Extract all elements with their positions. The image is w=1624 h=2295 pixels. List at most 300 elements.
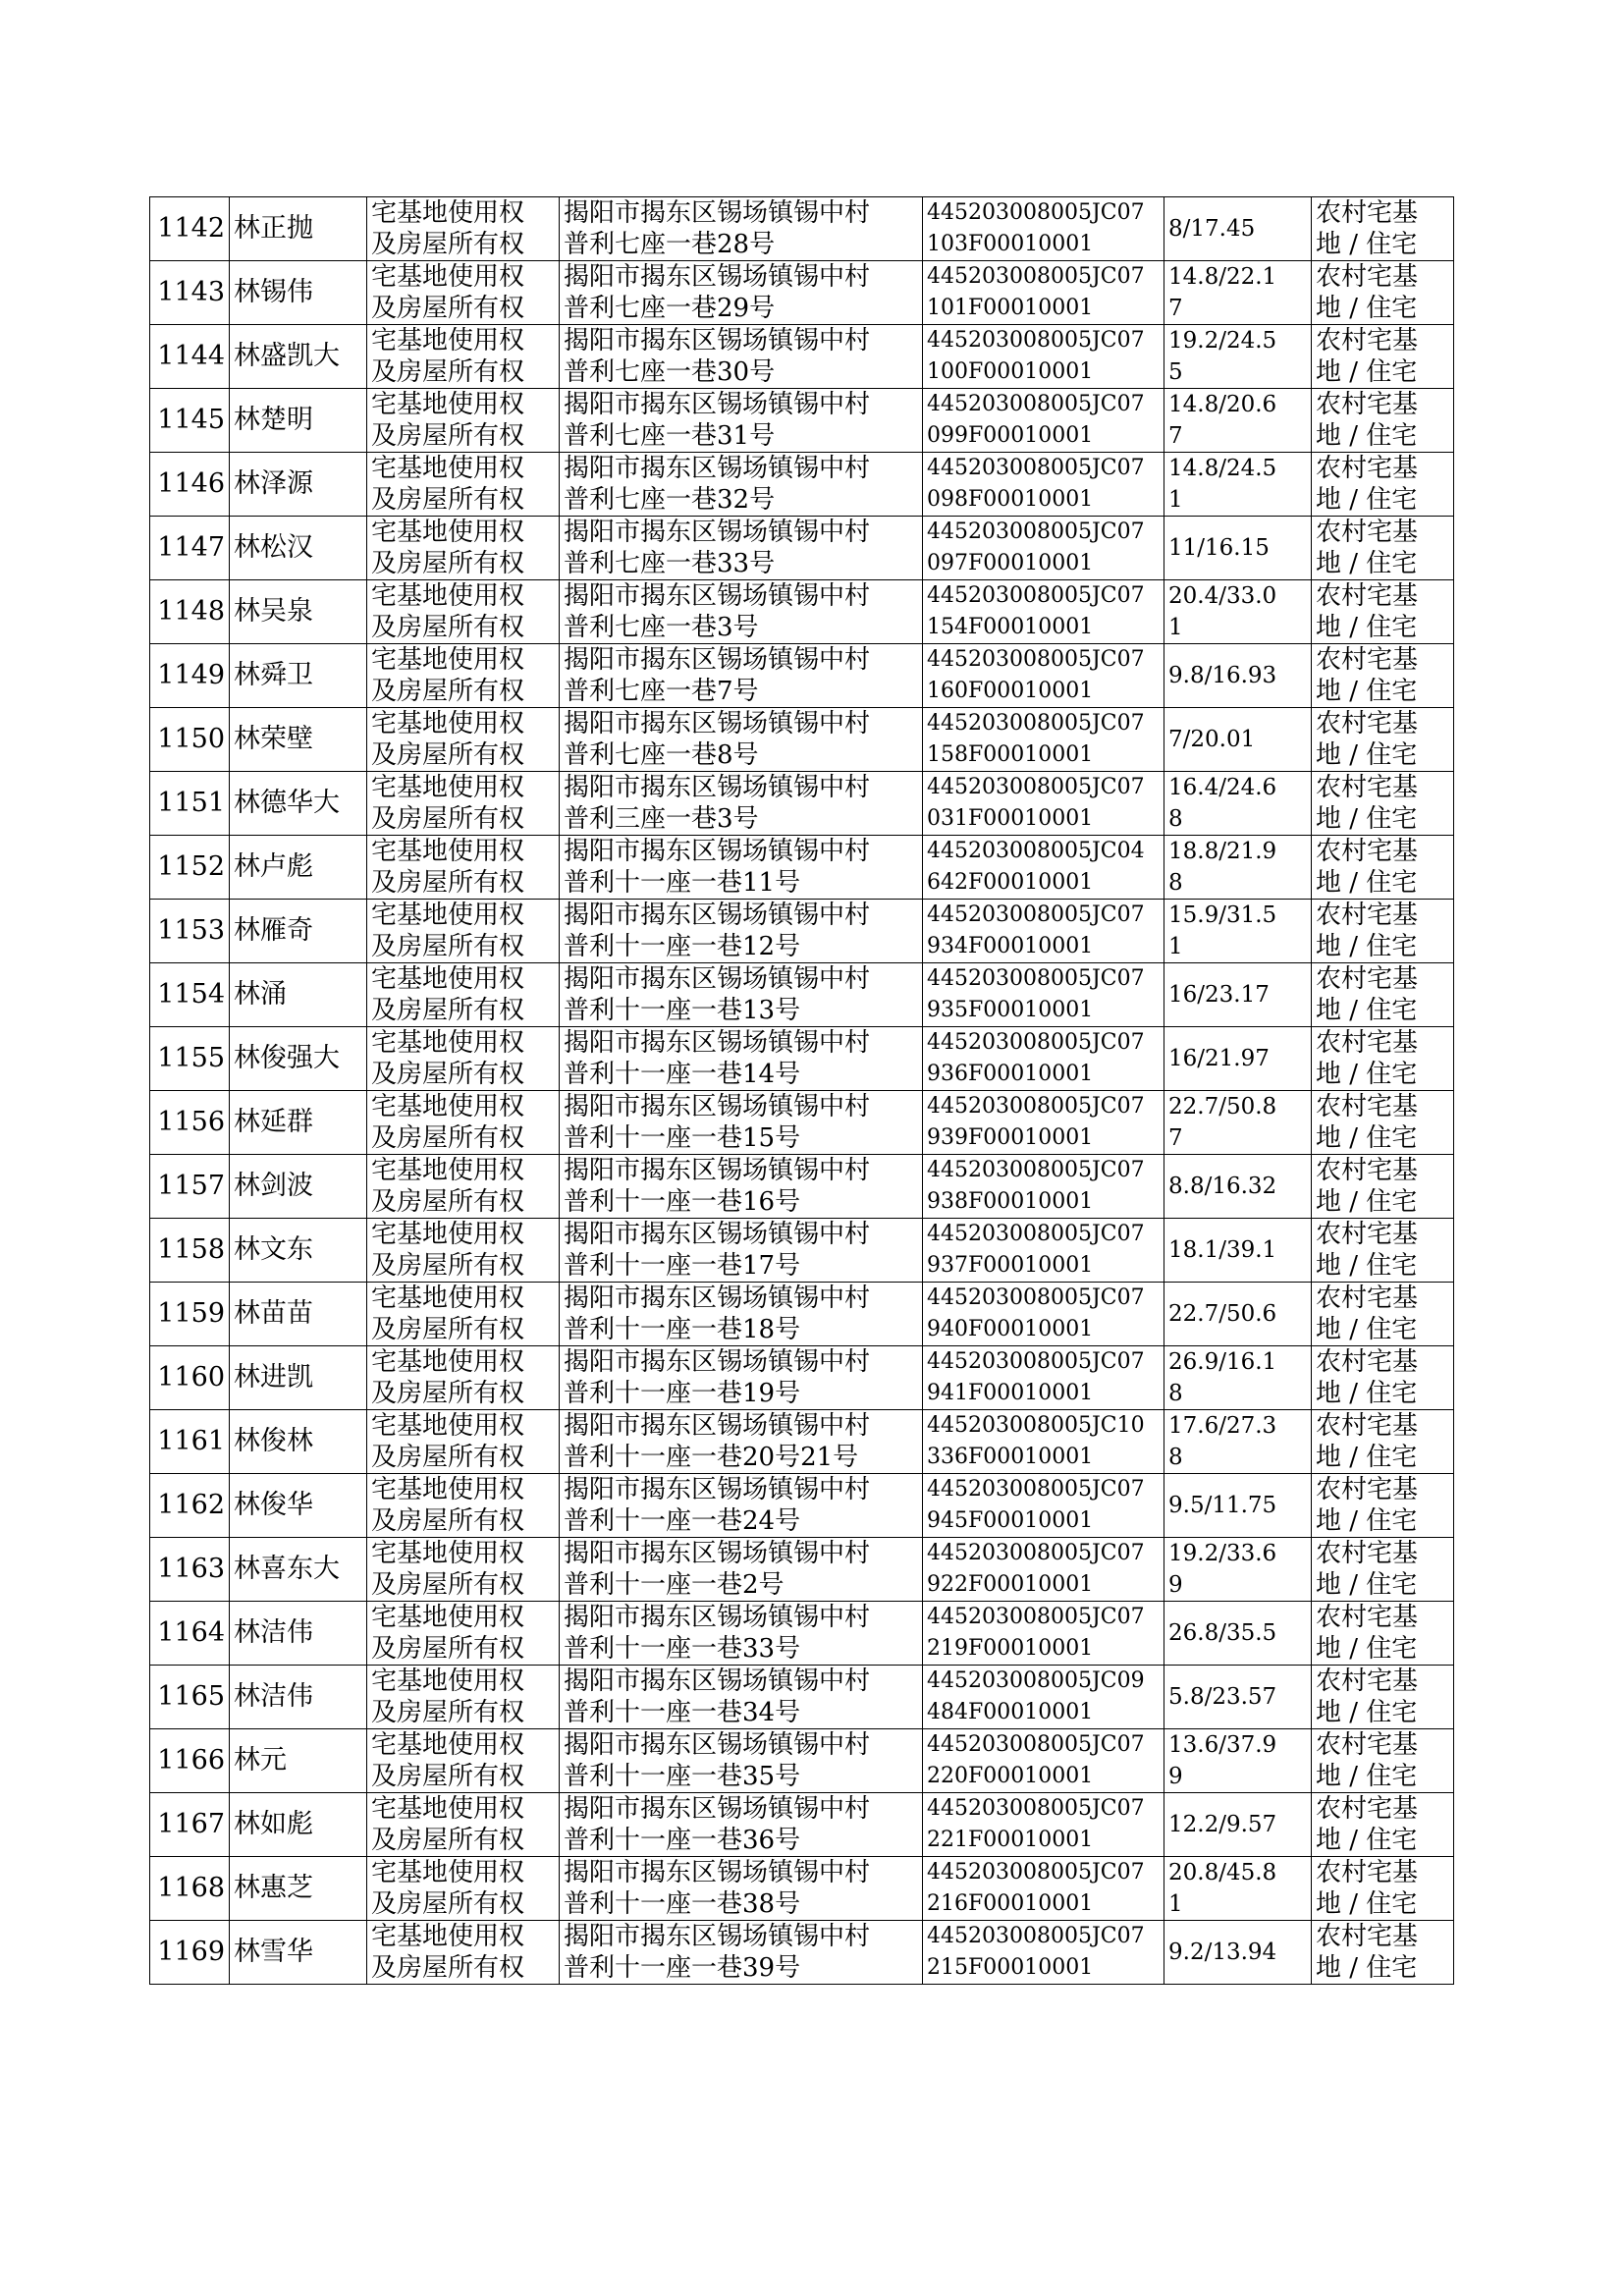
cell-area <box>1164 261 1312 325</box>
cell-area <box>1164 1091 1312 1155</box>
cell-land-use-line: 农村宅基 <box>1316 1794 1419 1824</box>
cell-area <box>1164 1602 1312 1666</box>
cell-address <box>560 325 923 389</box>
table-row <box>150 1283 1454 1346</box>
cell-unit-code-line: 101F00010001 <box>927 296 1094 320</box>
cell-unit-code-line: 445203008005JC07 <box>927 1477 1145 1502</box>
cell-land-use <box>1312 580 1454 644</box>
cell-land-use-line: 农村宅基 <box>1316 1411 1419 1441</box>
cell-right-type <box>367 1729 560 1793</box>
cell-address-line: 普利十一座一巷14号 <box>564 1060 801 1089</box>
cell-address-line: 普利十一座一巷36号 <box>564 1826 801 1855</box>
cell-owner-name: 林进凯 <box>230 1346 367 1410</box>
cell-right-type <box>367 1602 560 1666</box>
cell-right-type-line: 及房屋所有权 <box>371 421 525 451</box>
cell-owner-name: 林盛凯大 <box>230 325 367 389</box>
cell-land-use <box>1312 1283 1454 1346</box>
cell-right-type-line: 及房屋所有权 <box>371 1315 525 1344</box>
cell-owner-name: 林俊林 <box>230 1410 367 1474</box>
cell-land-use-line: 地 / 住宅 <box>1316 421 1418 451</box>
cell-right-type-line: 及房屋所有权 <box>371 1634 525 1664</box>
cell-area-line: 17.6/27.3 <box>1168 1413 1277 1439</box>
cell-land-use-line: 农村宅基 <box>1316 454 1419 483</box>
table-body <box>150 197 1454 1985</box>
cell-address-line: 普利七座一巷30号 <box>564 357 776 387</box>
cell-right-type-line: 宅基地使用权 <box>371 1156 525 1185</box>
cell-right-type <box>367 644 560 708</box>
cell-right-type-line: 及房屋所有权 <box>371 1762 525 1791</box>
cell-right-type-line: 及房屋所有权 <box>371 1379 525 1408</box>
cell-area-line: 16/23.17 <box>1168 982 1270 1008</box>
cell-area-line: 1 <box>1168 615 1183 640</box>
cell-land-use-line: 地 / 住宅 <box>1316 1315 1418 1344</box>
cell-land-use-line: 地 / 住宅 <box>1316 996 1418 1025</box>
cell-area-line: 14.8/24.5 <box>1168 456 1277 481</box>
cell-unit-code-line: 935F00010001 <box>927 998 1094 1022</box>
cell-unit-code-line: 445203008005JC07 <box>927 1285 1145 1310</box>
cell-number: 1147 <box>150 517 230 580</box>
cell-area <box>1164 708 1312 772</box>
cell-unit-code <box>923 1474 1164 1538</box>
cell-address-line: 揭阳市揭东区锡场镇锡中村 <box>564 1539 871 1568</box>
table-row <box>150 1474 1454 1538</box>
cell-land-use <box>1312 1219 1454 1283</box>
cell-address-line: 普利七座一巷32号 <box>564 485 776 515</box>
cell-area-line: 8 <box>1168 806 1183 832</box>
table-row <box>150 1666 1454 1729</box>
cell-unit-code <box>923 708 1164 772</box>
cell-address-line: 揭阳市揭东区锡场镇锡中村 <box>564 1028 871 1058</box>
cell-area <box>1164 900 1312 963</box>
cell-land-use-line: 农村宅基 <box>1316 964 1419 994</box>
cell-area-line: 8 <box>1168 1445 1183 1470</box>
cell-right-type-line: 及房屋所有权 <box>371 1698 525 1727</box>
cell-area <box>1164 1538 1312 1602</box>
cell-land-use-line: 农村宅基 <box>1316 1858 1419 1887</box>
cell-area-line: 19.2/24.5 <box>1168 328 1277 354</box>
cell-area <box>1164 325 1312 389</box>
cell-number: 1158 <box>150 1219 230 1283</box>
cell-land-use-line: 地 / 住宅 <box>1316 1762 1418 1791</box>
cell-land-use <box>1312 963 1454 1027</box>
cell-area-line: 15.9/31.5 <box>1168 902 1277 928</box>
cell-unit-code-line: 445203008005JC07 <box>927 1158 1145 1182</box>
cell-right-type <box>367 900 560 963</box>
cell-right-type-line: 宅基地使用权 <box>371 1411 525 1441</box>
cell-unit-code <box>923 517 1164 580</box>
cell-land-use-line: 地 / 住宅 <box>1316 230 1418 259</box>
cell-land-use <box>1312 1602 1454 1666</box>
cell-unit-code <box>923 197 1164 261</box>
cell-owner-name: 林如彪 <box>230 1793 367 1857</box>
cell-number: 1166 <box>150 1729 230 1793</box>
cell-address-line: 揭阳市揭东区锡场镇锡中村 <box>564 901 871 930</box>
cell-area-line: 18.8/21.9 <box>1168 839 1277 864</box>
cell-right-type <box>367 1410 560 1474</box>
cell-owner-name: 林雁奇 <box>230 900 367 963</box>
table-row <box>150 1857 1454 1921</box>
cell-land-use-line: 地 / 住宅 <box>1316 1060 1418 1089</box>
cell-land-use-line: 农村宅基 <box>1316 773 1419 802</box>
cell-unit-code-line: 220F00010001 <box>927 1764 1094 1788</box>
cell-unit-code-line: 941F00010001 <box>927 1381 1094 1405</box>
cell-address-line: 揭阳市揭东区锡场镇锡中村 <box>564 837 871 866</box>
cell-owner-name: 林苗苗 <box>230 1283 367 1346</box>
table-row <box>150 1219 1454 1283</box>
cell-address-line: 普利七座一巷8号 <box>564 740 759 770</box>
cell-right-type-line: 及房屋所有权 <box>371 1251 525 1281</box>
cell-area-line: 5 <box>1168 359 1183 385</box>
table-row <box>150 900 1454 963</box>
cell-address <box>560 644 923 708</box>
cell-land-use-line: 农村宅基 <box>1316 1539 1419 1568</box>
cell-right-type-line: 及房屋所有权 <box>371 1060 525 1089</box>
cell-address <box>560 1793 923 1857</box>
cell-unit-code <box>923 1219 1164 1283</box>
cell-land-use <box>1312 836 1454 900</box>
cell-unit-code-line: 939F00010001 <box>927 1125 1094 1150</box>
cell-land-use-line: 农村宅基 <box>1316 1092 1419 1121</box>
cell-address-line: 揭阳市揭东区锡场镇锡中村 <box>564 1667 871 1696</box>
cell-address <box>560 1538 923 1602</box>
cell-land-use <box>1312 1474 1454 1538</box>
cell-address <box>560 197 923 261</box>
cell-unit-code <box>923 1091 1164 1155</box>
cell-number: 1168 <box>150 1857 230 1921</box>
cell-address-line: 揭阳市揭东区锡场镇锡中村 <box>564 1794 871 1824</box>
cell-right-type-line: 宅基地使用权 <box>371 1667 525 1696</box>
cell-land-use-line: 农村宅基 <box>1316 1475 1419 1504</box>
cell-right-type <box>367 836 560 900</box>
cell-address <box>560 1729 923 1793</box>
cell-area <box>1164 1410 1312 1474</box>
cell-unit-code-line: 938F00010001 <box>927 1189 1094 1214</box>
cell-right-type-line: 及房屋所有权 <box>371 357 525 387</box>
cell-unit-code-line: 445203008005JC07 <box>927 264 1145 289</box>
cell-land-use-line: 地 / 住宅 <box>1316 1826 1418 1855</box>
cell-area-line: 9.8/16.93 <box>1168 663 1277 688</box>
cell-land-use-line: 农村宅基 <box>1316 901 1419 930</box>
cell-unit-code <box>923 1283 1164 1346</box>
cell-address-line: 揭阳市揭东区锡场镇锡中村 <box>564 645 871 675</box>
cell-address-line: 普利十一座一巷24号 <box>564 1506 801 1536</box>
cell-owner-name: 林剑波 <box>230 1155 367 1219</box>
cell-unit-code-line: 445203008005JC07 <box>927 711 1145 736</box>
cell-number: 1149 <box>150 644 230 708</box>
cell-address <box>560 453 923 517</box>
cell-area-line: 11/16.15 <box>1168 535 1270 561</box>
cell-address-line: 揭阳市揭东区锡场镇锡中村 <box>564 1411 871 1441</box>
cell-unit-code-line: 922F00010001 <box>927 1572 1094 1597</box>
cell-unit-code-line: 445203008005JC07 <box>927 647 1145 672</box>
table-row <box>150 772 1454 836</box>
cell-land-use-line: 地 / 住宅 <box>1316 1698 1418 1727</box>
cell-address-line: 普利十一座一巷13号 <box>564 996 801 1025</box>
cell-land-use-line: 地 / 住宅 <box>1316 294 1418 323</box>
cell-land-use-line: 农村宅基 <box>1316 837 1419 866</box>
cell-unit-code <box>923 1538 1164 1602</box>
cell-land-use-line: 地 / 住宅 <box>1316 868 1418 898</box>
cell-address-line: 普利七座一巷29号 <box>564 294 776 323</box>
cell-address-line: 普利十一座一巷33号 <box>564 1634 801 1664</box>
cell-right-type <box>367 708 560 772</box>
cell-unit-code-line: 445203008005JC07 <box>927 583 1145 608</box>
cell-right-type <box>367 1857 560 1921</box>
cell-right-type-line: 及房屋所有权 <box>371 1506 525 1536</box>
cell-land-use <box>1312 708 1454 772</box>
cell-right-type-line: 及房屋所有权 <box>371 1953 525 1983</box>
cell-address <box>560 1219 923 1283</box>
cell-right-type-line: 宅基地使用权 <box>371 1347 525 1377</box>
cell-unit-code-line: 445203008005JC04 <box>927 839 1145 863</box>
cell-address-line: 普利三座一巷3号 <box>564 804 759 834</box>
cell-address-line: 揭阳市揭东区锡场镇锡中村 <box>564 1284 871 1313</box>
cell-owner-name: 林延群 <box>230 1091 367 1155</box>
cell-right-type-line: 及房屋所有权 <box>371 230 525 259</box>
cell-land-use-line: 地 / 住宅 <box>1316 1443 1418 1472</box>
cell-unit-code-line: 445203008005JC07 <box>927 1222 1145 1246</box>
cell-right-type-line: 及房屋所有权 <box>371 996 525 1025</box>
cell-area-line: 18.1/39.1 <box>1168 1237 1277 1263</box>
cell-unit-code-line: 445203008005JC07 <box>927 200 1145 225</box>
cell-unit-code-line: 940F00010001 <box>927 1317 1094 1341</box>
cell-unit-code-line: 221F00010001 <box>927 1828 1094 1852</box>
cell-address-line: 普利十一座一巷38号 <box>564 1889 801 1919</box>
cell-owner-name: 林松汉 <box>230 517 367 580</box>
cell-address-line: 揭阳市揭东区锡场镇锡中村 <box>564 1220 871 1249</box>
cell-address-line: 普利七座一巷28号 <box>564 230 776 259</box>
cell-owner-name: 林喜东大 <box>230 1538 367 1602</box>
cell-unit-code-line: 484F00010001 <box>927 1700 1094 1724</box>
cell-land-use-line: 农村宅基 <box>1316 581 1419 611</box>
cell-right-type <box>367 1346 560 1410</box>
cell-owner-name: 林俊华 <box>230 1474 367 1538</box>
cell-address <box>560 836 923 900</box>
cell-number: 1150 <box>150 708 230 772</box>
cell-right-type-line: 宅基地使用权 <box>371 1603 525 1632</box>
cell-right-type-line: 宅基地使用权 <box>371 1539 525 1568</box>
cell-unit-code <box>923 963 1164 1027</box>
cell-unit-code-line: 445203008005JC07 <box>927 775 1145 799</box>
cell-number: 1163 <box>150 1538 230 1602</box>
cell-area-line: 9.5/11.75 <box>1168 1493 1277 1518</box>
cell-owner-name: 林舜卫 <box>230 644 367 708</box>
cell-unit-code <box>923 1602 1164 1666</box>
cell-unit-code-line: 098F00010001 <box>927 487 1094 512</box>
cell-right-type <box>367 772 560 836</box>
cell-unit-code-line: 445203008005JC07 <box>927 1094 1145 1119</box>
cell-land-use <box>1312 197 1454 261</box>
cell-address-line: 普利十一座一巷2号 <box>564 1570 785 1600</box>
cell-right-type <box>367 261 560 325</box>
cell-number: 1154 <box>150 963 230 1027</box>
cell-owner-name: 林德华大 <box>230 772 367 836</box>
registry-table <box>149 196 1454 1985</box>
table-row <box>150 453 1454 517</box>
cell-area-line: 1 <box>1168 487 1183 513</box>
cell-address-line: 普利十一座一巷12号 <box>564 932 801 961</box>
cell-number: 1167 <box>150 1793 230 1857</box>
cell-right-type-line: 及房屋所有权 <box>371 294 525 323</box>
cell-land-use-line: 农村宅基 <box>1316 1603 1419 1632</box>
cell-area-line: 20.4/33.0 <box>1168 583 1277 609</box>
cell-number: 1164 <box>150 1602 230 1666</box>
cell-right-type <box>367 1219 560 1283</box>
cell-unit-code-line: 445203008005JC07 <box>927 966 1145 991</box>
cell-right-type-line: 宅基地使用权 <box>371 390 525 419</box>
cell-land-use <box>1312 1857 1454 1921</box>
cell-unit-code <box>923 1666 1164 1729</box>
table-row <box>150 644 1454 708</box>
cell-address <box>560 1346 923 1410</box>
cell-land-use-line: 农村宅基 <box>1316 709 1419 738</box>
cell-area <box>1164 1474 1312 1538</box>
cell-address-line: 揭阳市揭东区锡场镇锡中村 <box>564 1730 871 1760</box>
cell-right-type-line: 宅基地使用权 <box>371 1284 525 1313</box>
cell-area-line: 14.8/22.1 <box>1168 264 1277 290</box>
cell-unit-code-line: 100F00010001 <box>927 359 1094 384</box>
cell-right-type-line: 宅基地使用权 <box>371 1858 525 1887</box>
cell-land-use <box>1312 1921 1454 1985</box>
cell-land-use-line: 地 / 住宅 <box>1316 932 1418 961</box>
cell-unit-code <box>923 1155 1164 1219</box>
cell-unit-code-line: 937F00010001 <box>927 1253 1094 1278</box>
cell-right-type <box>367 1091 560 1155</box>
cell-number: 1143 <box>150 261 230 325</box>
cell-land-use-line: 农村宅基 <box>1316 326 1419 355</box>
cell-right-type-line: 及房屋所有权 <box>371 1187 525 1217</box>
cell-area-line: 9 <box>1168 1572 1183 1598</box>
cell-right-type <box>367 1283 560 1346</box>
cell-unit-code-line: 445203008005JC07 <box>927 1030 1145 1055</box>
cell-right-type-line: 及房屋所有权 <box>371 868 525 898</box>
cell-owner-name: 林泽源 <box>230 453 367 517</box>
cell-area-line: 7 <box>1168 296 1183 321</box>
cell-land-use-line: 地 / 住宅 <box>1316 1379 1418 1408</box>
table-row <box>150 197 1454 261</box>
cell-unit-code-line: 445203008005JC07 <box>927 1796 1145 1821</box>
cell-unit-code <box>923 325 1164 389</box>
cell-unit-code-line: 099F00010001 <box>927 423 1094 448</box>
cell-right-type <box>367 1155 560 1219</box>
cell-address <box>560 1410 923 1474</box>
cell-unit-code <box>923 772 1164 836</box>
cell-right-type <box>367 1027 560 1091</box>
cell-number: 1155 <box>150 1027 230 1091</box>
cell-address-line: 普利七座一巷7号 <box>564 677 759 706</box>
cell-land-use <box>1312 1793 1454 1857</box>
cell-unit-code-line: 445203008005JC10 <box>927 1413 1145 1438</box>
cell-unit-code <box>923 389 1164 453</box>
cell-unit-code-line: 936F00010001 <box>927 1062 1094 1086</box>
cell-right-type-line: 宅基地使用权 <box>371 645 525 675</box>
cell-unit-code <box>923 1921 1164 1985</box>
cell-address <box>560 1155 923 1219</box>
cell-address <box>560 900 923 963</box>
cell-right-type <box>367 197 560 261</box>
cell-area-line: 20.8/45.8 <box>1168 1860 1277 1885</box>
cell-address-line: 揭阳市揭东区锡场镇锡中村 <box>564 262 871 292</box>
cell-address-line: 揭阳市揭东区锡场镇锡中村 <box>564 964 871 994</box>
cell-unit-code-line: 445203008005JC07 <box>927 456 1145 480</box>
cell-land-use-line: 地 / 住宅 <box>1316 613 1418 642</box>
cell-number: 1156 <box>150 1091 230 1155</box>
cell-owner-name: 林卢彪 <box>230 836 367 900</box>
table-row <box>150 1346 1454 1410</box>
cell-address <box>560 261 923 325</box>
cell-right-type-line: 宅基地使用权 <box>371 326 525 355</box>
table-row <box>150 836 1454 900</box>
cell-owner-name: 林正抛 <box>230 197 367 261</box>
cell-area <box>1164 389 1312 453</box>
cell-land-use <box>1312 1346 1454 1410</box>
cell-area <box>1164 1921 1312 1985</box>
cell-right-type-line: 宅基地使用权 <box>371 1794 525 1824</box>
cell-land-use <box>1312 1091 1454 1155</box>
cell-unit-code-line: 160F00010001 <box>927 679 1094 703</box>
cell-unit-code-line: 934F00010001 <box>927 934 1094 958</box>
cell-unit-code-line: 219F00010001 <box>927 1636 1094 1661</box>
table-row <box>150 261 1454 325</box>
cell-land-use <box>1312 453 1454 517</box>
cell-right-type-line: 及房屋所有权 <box>371 932 525 961</box>
cell-right-type-line: 宅基地使用权 <box>371 581 525 611</box>
cell-address-line: 揭阳市揭东区锡场镇锡中村 <box>564 1156 871 1185</box>
cell-address-line: 揭阳市揭东区锡场镇锡中村 <box>564 326 871 355</box>
cell-land-use <box>1312 1666 1454 1729</box>
cell-address <box>560 708 923 772</box>
cell-area-line: 7 <box>1168 1125 1183 1151</box>
cell-land-use <box>1312 772 1454 836</box>
cell-owner-name: 林雪华 <box>230 1921 367 1985</box>
cell-unit-code-line: 158F00010001 <box>927 742 1094 767</box>
cell-area <box>1164 453 1312 517</box>
cell-land-use-line: 农村宅基 <box>1316 390 1419 419</box>
cell-unit-code-line: 445203008005JC07 <box>927 1541 1145 1565</box>
cell-address <box>560 1602 923 1666</box>
cell-address-line: 普利十一座一巷16号 <box>564 1187 801 1217</box>
cell-address-line: 普利十一座一巷15号 <box>564 1123 801 1153</box>
cell-right-type <box>367 963 560 1027</box>
cell-area-line: 12.2/9.57 <box>1168 1812 1277 1837</box>
cell-right-type-line: 及房屋所有权 <box>371 740 525 770</box>
cell-area <box>1164 1666 1312 1729</box>
table-row <box>150 1602 1454 1666</box>
cell-area <box>1164 1219 1312 1283</box>
cell-address <box>560 1921 923 1985</box>
cell-area <box>1164 836 1312 900</box>
cell-unit-code <box>923 1346 1164 1410</box>
cell-land-use <box>1312 261 1454 325</box>
cell-owner-name: 林洁伟 <box>230 1602 367 1666</box>
cell-land-use-line: 地 / 住宅 <box>1316 740 1418 770</box>
cell-area <box>1164 644 1312 708</box>
cell-right-type-line: 及房屋所有权 <box>371 613 525 642</box>
cell-area-line: 16.4/24.6 <box>1168 775 1277 800</box>
cell-address-line: 普利十一座一巷19号 <box>564 1379 801 1408</box>
cell-number: 1152 <box>150 836 230 900</box>
cell-area <box>1164 517 1312 580</box>
cell-address <box>560 389 923 453</box>
cell-unit-code <box>923 1857 1164 1921</box>
cell-land-use-line: 地 / 住宅 <box>1316 1506 1418 1536</box>
cell-land-use-line: 地 / 住宅 <box>1316 1889 1418 1919</box>
cell-unit-code <box>923 1410 1164 1474</box>
cell-area-line: 8 <box>1168 870 1183 896</box>
cell-address-line: 揭阳市揭东区锡场镇锡中村 <box>564 1347 871 1377</box>
cell-land-use-line: 农村宅基 <box>1316 1667 1419 1696</box>
cell-right-type-line: 宅基地使用权 <box>371 837 525 866</box>
